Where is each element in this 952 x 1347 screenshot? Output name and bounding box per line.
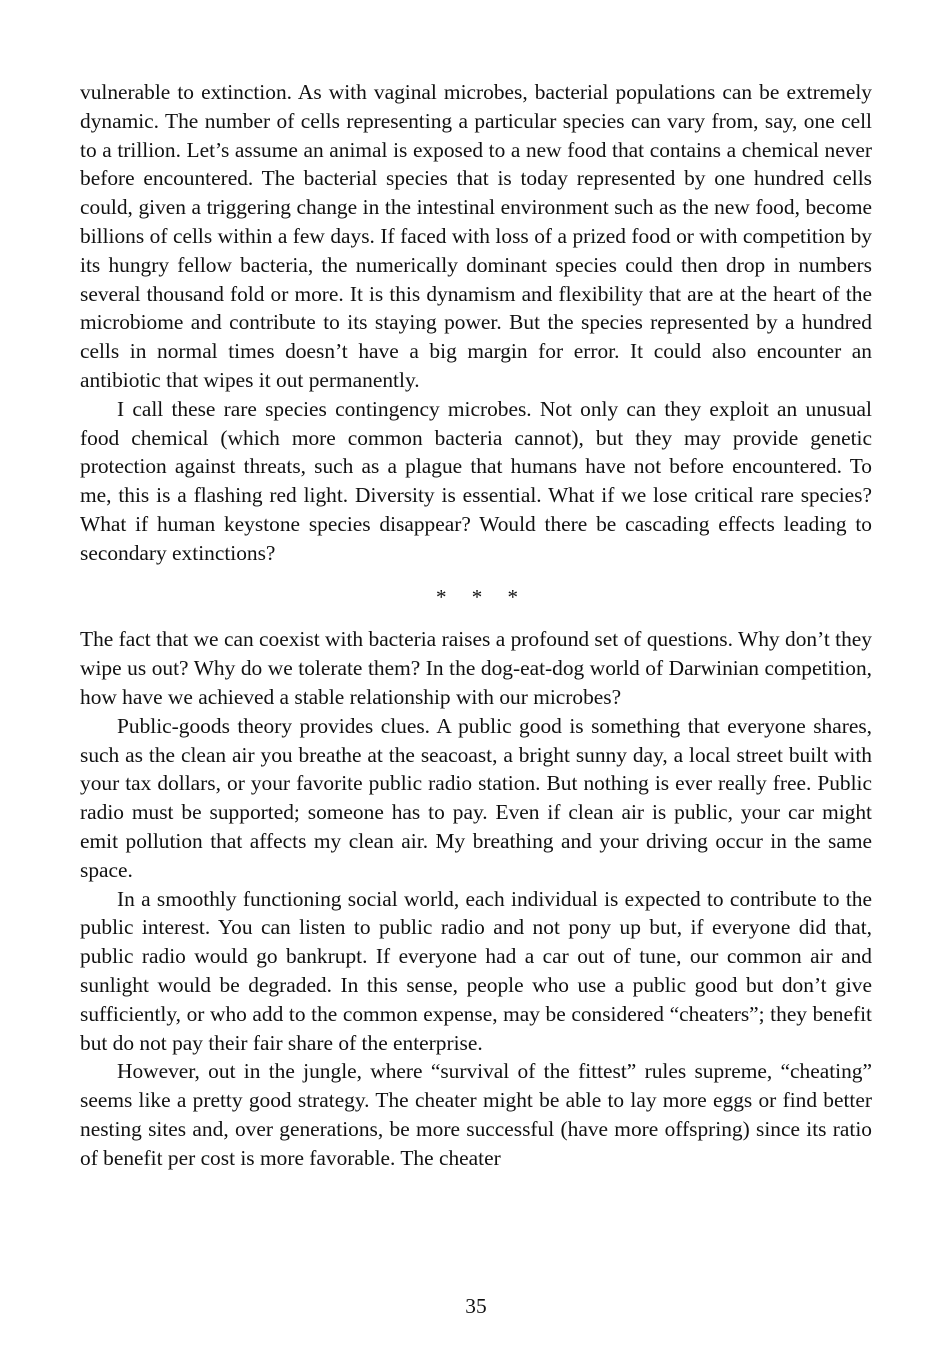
page-body <box>80 78 872 1172</box>
paragraph-contingency-microbes: I call these rare species contingency microbes. Not only can they exploit an unusual food chemical (which more common bacteria cannot), but they may provide genetic protection against threats, such as a plague that humans have not before encountered. To me, this is a flashing red light. Diversity is essential. What if we lose critical rare species? What if human keystone species disappear? Would there be cascading effects leading to secondary extinctions? <box>80 396 872 565</box>
paragraph-continuation: vulnerable to extinction. As with vaginal microbes, bacterial populations can be extremely dynamic. The number of cells representing a particular species can vary from, say, one cell to a trillion. Let’s assume an animal is exposed to a new food that contains a chemical never before encountered. The bacterial species that is today represented by one hundred cells could, given a triggering change in the intestinal environment such as the new food, become billions of cells within a few days. If faced with loss of a prized food or with competition by its hungry fellow bacteria, the numerically dominant species could then drop in numbers several thousand fold or more. It is this dynamism and flexibility that are at the heart of the microbiome and contribute to its staying power. But the species represented by a hundred cells in normal times doesn’t have a big margin for error. It could also encounter an antibiotic that wipes it out permanently. <box>80 80 872 392</box>
paragraph-public-goods: Public-goods theory provides clues. A public good is something that everyone shares, such as the clean air you breathe at the seacoast, a bright sunny day, a local street built with your tax dollars, or your favorite public radio station. But nothing is ever really free. Public radio must be supported; someone has to pay. Even if clean air is public, your car might emit pollution that affects my clean air. My breathing and your driving occur in the same space. <box>80 713 872 882</box>
page-number: 35 <box>465 1294 487 1318</box>
paragraph-coexist: The fact that we can coexist with bacteria raises a profound set of questions. Why don’t they wipe us out? Why do we tolerate them? In the dog-eat-dog world of Darwinian competition, how have we achieved a stable relationship with our microbes? <box>80 627 872 709</box>
section-separator: * * * <box>436 584 528 609</box>
paragraph-jungle: However, out in the jungle, where “survival of the fittest” rules supreme, “cheating” seems like a pretty good strategy. The cheater might be able to lay more eggs or find better nesting sites and, over generations, be more successful (have more offspring) since its ratio of benefit per cost is more favorable. The cheater <box>80 1059 872 1170</box>
paragraph-social-world: In a smoothly functioning social world, each individual is expected to contribute to the public interest. You can listen to public radio and not pony up but, if everyone did that, public radio would go bankrupt. If everyone had a car out of tune, our common air and sunlight would be degraded. In this sense, people who use a public good but don’t give sufficiently, or who add to the common expense, may be considered “cheaters”; they benefit but do not pay their fair share of the enterprise. <box>80 886 872 1055</box>
